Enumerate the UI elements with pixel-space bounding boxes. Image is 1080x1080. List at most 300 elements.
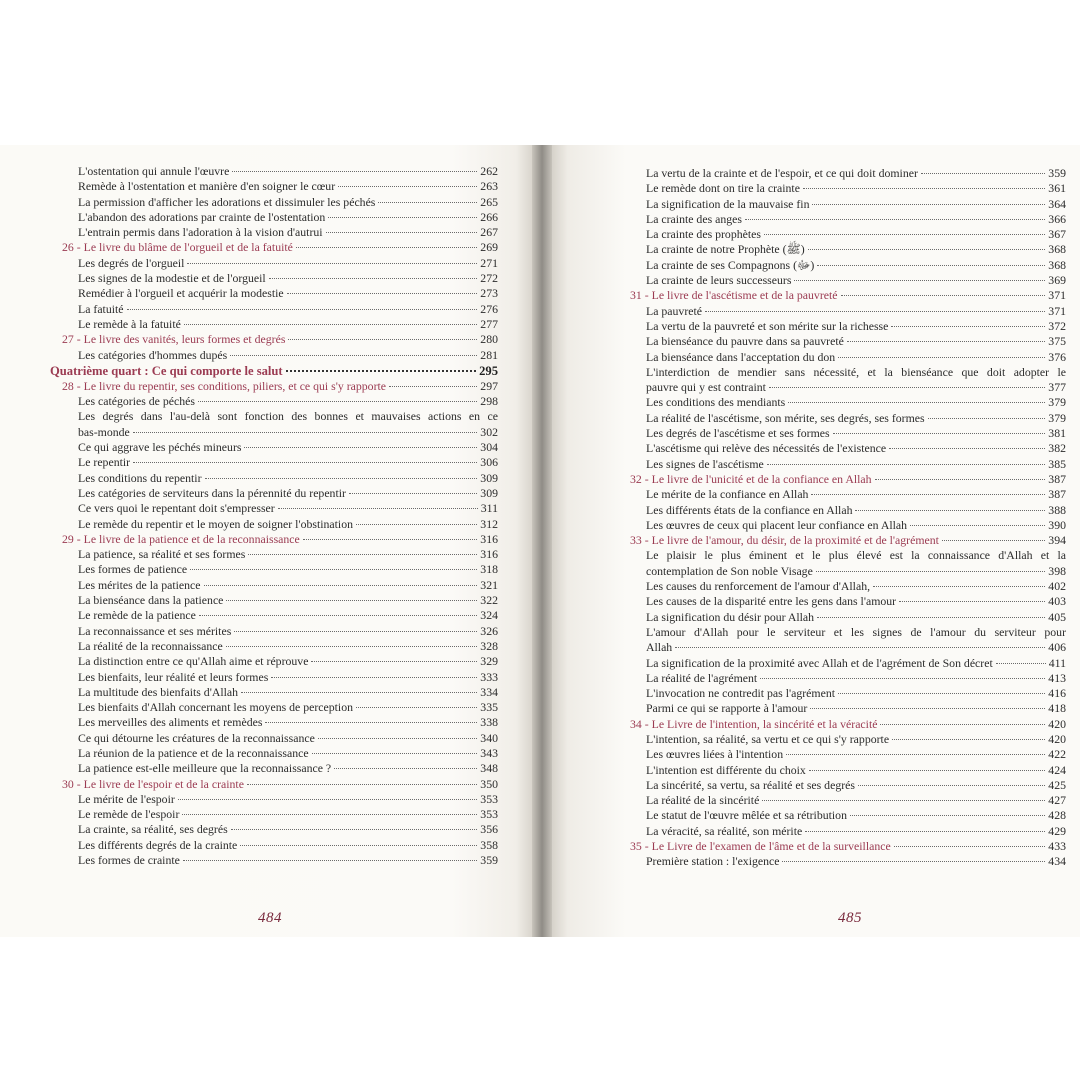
toc-entry-page: 371 xyxy=(1048,288,1066,303)
toc-chapter-entry xyxy=(50,332,498,347)
toc-entry-page: 280 xyxy=(480,332,498,347)
dot-leader xyxy=(334,768,477,769)
toc-entry-title: Le plaisir le plus éminent et le plus élevé est la connaissance d'Allah et la xyxy=(646,548,1066,563)
toc-entry-page: 434 xyxy=(1048,854,1066,869)
toc-entry xyxy=(618,625,1066,656)
dot-leader xyxy=(378,202,477,203)
toc-entry-title: La vertu de la crainte et de l'espoir, et ce qui doit dominer xyxy=(646,166,918,180)
toc-entry xyxy=(618,227,1066,242)
toc-entry-page: 328 xyxy=(480,638,498,653)
toc-entry-title: Les merveilles des aliments et remèdes xyxy=(78,715,263,730)
dot-leader xyxy=(312,753,478,754)
dot-leader xyxy=(226,600,477,601)
dot-leader xyxy=(764,234,1045,235)
toc-entry-title: 29 - Le livre de la patience et de la reconnaissance xyxy=(62,531,300,546)
toc-entry-title: La réunion de la patience et de la reconnaissance xyxy=(78,745,309,760)
dot-leader xyxy=(356,524,477,525)
dot-leader xyxy=(811,494,1045,495)
toc-entry xyxy=(618,747,1066,762)
toc-entry-title: 35 - Le Livre de l'examen de l'âme et de la surveillance xyxy=(630,839,891,854)
toc-entry xyxy=(618,671,1066,686)
toc-entry xyxy=(618,487,1066,502)
toc-entry-page: 382 xyxy=(1048,441,1066,456)
toc-entry-page: 416 xyxy=(1048,686,1066,701)
dot-leader xyxy=(928,418,1046,419)
toc-entry-page: 271 xyxy=(480,255,498,270)
toc-entry-title: Les causes du renforcement de l'amour d'Allah, xyxy=(646,579,871,594)
toc-chapter-entry xyxy=(618,717,1066,732)
toc-entry-page: 358 xyxy=(480,837,498,852)
toc-entry-page: 371 xyxy=(1048,303,1066,318)
dot-leader xyxy=(271,677,477,678)
dot-leader xyxy=(338,186,477,187)
toc-entry xyxy=(618,350,1066,365)
toc-entry-title: Les bienfaits, leur réalité et leurs formes xyxy=(78,669,269,684)
dot-leader xyxy=(838,693,1045,694)
dot-leader xyxy=(286,370,477,372)
toc-entry-title: Le mérite de l'espoir xyxy=(78,791,175,806)
toc-entry xyxy=(618,426,1066,441)
toc-entry-title: Les causes de la disparité entre les gens dans l'amour xyxy=(646,594,897,609)
dot-leader xyxy=(705,311,1045,312)
toc-entry-title: 26 - Le livre du blâme de l'orgueil et de la fatuité xyxy=(62,240,293,255)
dot-leader xyxy=(231,829,478,830)
dot-leader xyxy=(247,784,477,785)
toc-entry xyxy=(50,394,498,409)
toc-entry-page: 369 xyxy=(1048,273,1066,288)
dot-leader xyxy=(894,846,1046,847)
toc-entry-page: 418 xyxy=(1048,701,1066,716)
toc-entry xyxy=(50,685,498,700)
toc-entry xyxy=(50,348,498,363)
dot-leader xyxy=(810,708,1045,709)
toc-entry-page: 297 xyxy=(480,378,498,393)
toc-entry xyxy=(618,273,1066,288)
toc-entry-page: 379 xyxy=(1048,395,1066,410)
toc-entry-title: 33 - Le livre de l'amour, du désir, de la proximité et de l'agrément xyxy=(630,533,939,548)
toc-entry-title: La réalité de la sincérité xyxy=(646,793,760,808)
dot-leader xyxy=(328,217,477,218)
toc-entry-title: La réalité de l'ascétisme, son mérite, ses degrés, ses formes xyxy=(646,410,925,425)
toc-entry-page: 311 xyxy=(480,501,498,516)
toc-entry-title: Le remède dont on tire la crainte xyxy=(646,181,800,196)
dot-leader xyxy=(817,265,1045,266)
toc-entry-title: La crainte de notre Prophète (ﷺ) xyxy=(646,242,805,257)
toc-entry-title: L'ascétisme qui relève des nécessités de l'existence xyxy=(646,441,887,456)
toc-entry-title: Première station : l'exigence xyxy=(646,854,780,869)
toc-entry-page: 387 xyxy=(1048,471,1066,486)
toc-entry-page: 298 xyxy=(480,394,498,409)
toc-entry-page: 316 xyxy=(480,547,498,562)
toc-entry-page: 324 xyxy=(480,608,498,623)
toc-entry xyxy=(618,548,1066,579)
dot-leader xyxy=(996,663,1046,664)
toc-entry xyxy=(50,822,498,837)
toc-entry-page: 340 xyxy=(480,730,498,745)
toc-entry xyxy=(50,409,498,440)
dot-leader xyxy=(326,232,478,233)
toc-entry-title-cont: Allah xyxy=(646,640,673,655)
toc-entry-page: 334 xyxy=(480,684,498,699)
toc-entry-title: Le statut de l'œuvre mêlée et sa rétribution xyxy=(646,808,847,823)
toc-entry-title: Les signes de l'ascétisme xyxy=(646,456,764,471)
toc-entry-page: 385 xyxy=(1048,456,1066,471)
toc-entry-title-cont: contemplation de Son noble Visage xyxy=(646,563,813,578)
toc-entry xyxy=(50,670,498,685)
toc-entry-page: 428 xyxy=(1048,808,1066,823)
toc-entry-title: Les bienfaits d'Allah concernant les moyens de perception xyxy=(78,700,353,715)
dot-leader xyxy=(805,831,1045,832)
dot-leader xyxy=(296,247,477,248)
toc-entry-page: 411 xyxy=(1048,655,1066,670)
dot-leader xyxy=(287,293,478,294)
toc-entry-title: La crainte des prophètes xyxy=(646,227,761,242)
toc-entry xyxy=(50,731,498,746)
toc-entry-page: 295 xyxy=(479,363,498,378)
toc-entry-title: La permission d'afficher les adorations et dissimuler les péchés xyxy=(78,194,376,209)
toc-entry xyxy=(618,365,1066,396)
toc-entry-title: Les signes de la modestie et de l'orgueil xyxy=(78,271,266,286)
dot-leader xyxy=(241,692,477,693)
toc-entry-title: La distinction entre ce qu'Allah aime et réprouve xyxy=(78,654,309,669)
toc-entry-page: 379 xyxy=(1048,410,1066,425)
dot-leader xyxy=(183,860,477,861)
toc-entry-title: La reconnaissance et ses mérites xyxy=(78,623,232,638)
toc-entry-title: Les œuvres liées à l'intention xyxy=(646,747,784,762)
toc-entry xyxy=(618,212,1066,227)
toc-entry-title: La crainte des anges xyxy=(646,211,742,226)
toc-entry-title: L'intention est différente du choix xyxy=(646,762,806,777)
toc-entry-title: La crainte de leurs successeurs xyxy=(646,273,792,288)
toc-entry-page: 422 xyxy=(1048,747,1066,762)
dot-leader xyxy=(762,800,1045,801)
toc-entry xyxy=(50,593,498,608)
dot-leader xyxy=(873,586,1045,587)
toc-entry-page: 394 xyxy=(1048,533,1066,548)
toc-entry-title: Les degrés de l'ascétisme et ses formes xyxy=(646,426,830,441)
toc-entry-title: La pauvreté xyxy=(646,303,703,318)
toc-entry xyxy=(618,686,1066,701)
toc-entry-title: 32 - Le livre de l'unicité et de la confiance en Allah xyxy=(630,471,872,486)
dot-leader xyxy=(794,280,1045,281)
toc-entry-title: Les conditions des mendiants xyxy=(646,395,786,410)
toc-chapter-entry xyxy=(50,379,498,394)
dot-leader xyxy=(234,631,477,632)
toc-entry-page: 312 xyxy=(480,516,498,531)
toc-entry-title: Les formes de patience xyxy=(78,562,188,577)
toc-entry-page: 420 xyxy=(1048,731,1066,746)
toc-entry xyxy=(50,440,498,455)
toc-entry-title: Les mérites de la patience xyxy=(78,577,201,592)
toc-entry-page: 306 xyxy=(480,455,498,470)
toc-entry-page: 276 xyxy=(480,301,498,316)
toc-entry-page: 375 xyxy=(1048,334,1066,349)
dot-leader xyxy=(187,263,477,264)
dot-leader xyxy=(389,386,477,387)
dot-leader xyxy=(356,707,477,708)
toc-entry-page: 433 xyxy=(1048,839,1066,854)
toc-entry-title: La réalité de l'agrément xyxy=(646,670,758,685)
page-number-left: 484 xyxy=(258,910,282,926)
toc-entry-page: 390 xyxy=(1048,517,1066,532)
toc-entry-page: 406 xyxy=(1048,640,1066,655)
toc-entry-title: Parmi ce qui se rapporte à l'amour xyxy=(646,701,808,716)
toc-entry-title: Ce vers quoi le repentant doit s'empresser xyxy=(78,501,275,516)
toc-list-right xyxy=(618,166,1066,870)
toc-entry xyxy=(50,225,498,240)
toc-entry-page: 269 xyxy=(480,240,498,255)
toc-entry xyxy=(618,701,1066,716)
toc-entry xyxy=(50,715,498,730)
toc-list-left xyxy=(50,164,498,868)
toc-entry-title: L'entrain permis dans l'adoration à la vision d'autrui xyxy=(78,225,323,240)
dot-leader xyxy=(199,615,477,616)
toc-entry-title: 27 - Le livre des vanités, leurs formes et degrés xyxy=(62,332,286,347)
toc-entry xyxy=(50,807,498,822)
dot-leader xyxy=(190,569,477,570)
dot-leader xyxy=(205,478,478,479)
dot-leader xyxy=(786,754,1045,755)
toc-entry-page: 302 xyxy=(480,424,498,439)
dot-leader xyxy=(889,448,1045,449)
toc-chapter-entry xyxy=(618,288,1066,303)
dot-leader xyxy=(858,785,1045,786)
toc-entry-page: 377 xyxy=(1048,380,1066,395)
toc-entry xyxy=(50,608,498,623)
dot-leader xyxy=(127,309,478,310)
toc-entry xyxy=(618,258,1066,273)
toc-entry xyxy=(50,838,498,853)
toc-entry-page: 265 xyxy=(480,194,498,209)
dot-leader xyxy=(891,326,1045,327)
toc-entry xyxy=(50,578,498,593)
toc-entry xyxy=(50,455,498,470)
toc-entry xyxy=(618,242,1066,257)
dot-leader xyxy=(204,585,478,586)
toc-entry-page: 263 xyxy=(480,179,498,194)
dot-leader xyxy=(198,401,477,402)
toc-entry-title: Ce qui aggrave les péchés mineurs xyxy=(78,440,242,455)
dot-leader xyxy=(232,171,477,172)
dot-leader xyxy=(875,479,1046,480)
toc-entry xyxy=(618,319,1066,334)
toc-entry-title: La patience est-elle meilleure que la reconnaissance ? xyxy=(78,761,332,776)
toc-entry xyxy=(50,302,498,317)
toc-entry xyxy=(50,761,498,776)
toc-entry xyxy=(618,395,1066,410)
toc-entry xyxy=(50,746,498,761)
dot-leader xyxy=(288,339,477,340)
toc-entry-page: 353 xyxy=(480,791,498,806)
toc-entry-title: Les catégories de péchés xyxy=(78,394,195,409)
dot-leader xyxy=(248,554,477,555)
toc-entry-page: 402 xyxy=(1048,579,1066,594)
toc-entry-title: Remédier à l'orgueil et acquérir la modestie xyxy=(78,286,284,301)
toc-entry-page: 376 xyxy=(1048,349,1066,364)
toc-entry-page: 267 xyxy=(480,225,498,240)
toc-entry xyxy=(50,195,498,210)
dot-leader xyxy=(833,433,1046,434)
dot-leader xyxy=(675,647,1045,648)
toc-entry-title: Le remède du repentir et le moyen de soigner l'obstination xyxy=(78,516,354,531)
toc-entry-page: 273 xyxy=(480,286,498,301)
dot-leader xyxy=(226,646,478,647)
dot-leader xyxy=(816,571,1045,572)
dot-leader xyxy=(850,815,1045,816)
toc-entry xyxy=(50,501,498,516)
toc-entry xyxy=(50,471,498,486)
toc-entry xyxy=(50,286,498,301)
toc-entry-title: Le remède de l'espoir xyxy=(78,807,180,822)
dot-leader xyxy=(921,173,1045,174)
dot-leader xyxy=(760,678,1045,679)
toc-entry-page: 429 xyxy=(1048,823,1066,838)
toc-entry-page: 387 xyxy=(1048,487,1066,502)
toc-entry-title: 30 - Le livre de l'espoir et de la crainte xyxy=(62,776,244,791)
toc-entry xyxy=(50,654,498,669)
dot-leader xyxy=(303,539,478,540)
toc-entry-title: Les différents états de la confiance en Allah xyxy=(646,502,853,517)
toc-entry xyxy=(618,824,1066,839)
toc-entry-title: Le mérite de la confiance en Allah xyxy=(646,487,809,502)
toc-chapter-entry xyxy=(50,532,498,547)
dot-leader xyxy=(318,738,477,739)
toc-entry xyxy=(50,210,498,225)
toc-entry-page: 329 xyxy=(480,654,498,669)
toc-entry-page: 266 xyxy=(480,209,498,224)
toc-chapter-entry xyxy=(618,533,1066,548)
dot-leader xyxy=(311,661,477,662)
toc-entry xyxy=(50,562,498,577)
toc-entry-page: 364 xyxy=(1048,196,1066,211)
toc-entry-page: 281 xyxy=(480,347,498,362)
toc-entry-title: L'abandon des adorations par crainte de l'ostentation xyxy=(78,209,326,224)
toc-entry-title: L'ostentation qui annule l'œuvre xyxy=(78,164,230,178)
toc-entry-title: 28 - Le livre du repentir, ses conditions, piliers, et ce qui s'y rapporte xyxy=(62,378,387,393)
toc-chapter-entry xyxy=(50,240,498,255)
toc-entry-page: 420 xyxy=(1048,716,1066,731)
dot-leader xyxy=(782,861,1045,862)
toc-entry-title: Les formes de crainte xyxy=(78,853,180,868)
toc-entry xyxy=(618,763,1066,778)
toc-entry-page: 333 xyxy=(480,669,498,684)
book-gutter xyxy=(532,145,552,937)
dot-leader xyxy=(184,324,477,325)
toc-entry-page: 326 xyxy=(480,623,498,638)
toc-entry xyxy=(618,579,1066,594)
toc-entry-title: Les différents degrés de la crainte xyxy=(78,837,238,852)
toc-entry xyxy=(50,700,498,715)
toc-entry-title: La signification du désir pour Allah xyxy=(646,609,815,624)
page-number-right: 485 xyxy=(838,910,862,926)
toc-entry-title: Ce qui détourne les créatures de la reconnaissance xyxy=(78,730,315,745)
toc-entry-title: La bienséance du pauvre dans sa pauvreté xyxy=(646,334,844,349)
toc-entry-title: La crainte de ses Compagnons (ﷻ) xyxy=(646,257,815,272)
toc-entry xyxy=(50,271,498,286)
toc-entry-title-cont: pauvre qui y est contraint xyxy=(646,380,766,395)
toc-entry-page: 359 xyxy=(1048,166,1066,180)
toc-entry xyxy=(50,179,498,194)
toc-entry xyxy=(50,256,498,271)
toc-entry-page: 335 xyxy=(480,700,498,715)
toc-entry-title: Les œuvres de ceux qui placent leur confiance en Allah xyxy=(646,517,908,532)
toc-entry-title: Les degrés de l'orgueil xyxy=(78,255,185,270)
toc-entry-title: Les catégories d'hommes dupés xyxy=(78,347,228,362)
toc-entry-page: 316 xyxy=(480,531,498,546)
dot-leader xyxy=(880,724,1045,725)
toc-entry-page: 368 xyxy=(1048,257,1066,272)
dot-leader xyxy=(244,447,477,448)
toc-entry xyxy=(50,317,498,332)
toc-entry-title: La sincérité, sa vertu, sa réalité et ses degrés xyxy=(646,777,855,792)
toc-entry-page: 262 xyxy=(480,164,498,178)
toc-entry xyxy=(618,778,1066,793)
toc-entry-title: La bienséance dans l'acceptation du don xyxy=(646,349,836,364)
toc-entry-page: 304 xyxy=(480,440,498,455)
toc-chapter-entry xyxy=(618,472,1066,487)
toc-entry xyxy=(618,854,1066,869)
toc-part-heading xyxy=(50,363,498,379)
toc-entry xyxy=(618,503,1066,518)
toc-chapter-entry xyxy=(618,839,1066,854)
dot-leader xyxy=(838,357,1045,358)
dot-leader xyxy=(230,355,477,356)
left-page xyxy=(0,145,532,937)
toc-entry xyxy=(618,166,1066,181)
toc-entry xyxy=(50,164,498,179)
toc-entry-title-cont: bas-monde xyxy=(78,424,130,439)
toc-entry-page: 403 xyxy=(1048,594,1066,609)
toc-entry-page: 372 xyxy=(1048,318,1066,333)
dot-leader xyxy=(745,219,1045,220)
dot-leader xyxy=(942,540,1045,541)
toc-entry-page: 321 xyxy=(480,577,498,592)
toc-entry xyxy=(618,656,1066,671)
toc-entry-title: La fatuité xyxy=(78,301,124,316)
toc-entry xyxy=(50,639,498,654)
toc-entry xyxy=(50,547,498,562)
toc-entry-page: 322 xyxy=(480,593,498,608)
toc-entry-page: 318 xyxy=(480,562,498,577)
toc-entry-title: Le remède à la fatuité xyxy=(78,316,181,331)
toc-entry xyxy=(618,334,1066,349)
toc-entry-page: 405 xyxy=(1048,609,1066,624)
toc-entry-title: 34 - Le Livre de l'intention, la sincérité et la véracité xyxy=(630,716,878,731)
dot-leader xyxy=(809,770,1045,771)
dot-leader xyxy=(269,278,478,279)
dot-leader xyxy=(817,617,1045,618)
toc-entry-title: Les conditions du repentir xyxy=(78,470,202,485)
toc-entry-page: 424 xyxy=(1048,762,1066,777)
dot-leader xyxy=(182,814,477,815)
toc-entry-title: La réalité de la reconnaissance xyxy=(78,638,223,653)
toc-entry-title: Quatrième quart : Ce qui comporte le salut xyxy=(50,363,283,378)
toc-entry-title: Le repentir xyxy=(78,455,131,470)
dot-leader xyxy=(841,295,1046,296)
toc-entry-title: L'interdiction de mendier sans nécessité, et la bienséance que doit adopter le xyxy=(646,364,1066,379)
dot-leader xyxy=(278,508,478,509)
toc-entry-title: La bienséance dans la patience xyxy=(78,593,224,608)
toc-entry-title: L'amour d'Allah pour le serviteur et les signes de l'amour du serviteur pour xyxy=(646,624,1066,639)
toc-entry-title: La patience, sa réalité et ses formes xyxy=(78,547,246,562)
toc-entry-title: La vertu de la pauvreté et son mérite sur la richesse xyxy=(646,318,889,333)
toc-entry-page: 398 xyxy=(1048,563,1066,578)
toc-entry xyxy=(618,518,1066,533)
toc-entry-page: 353 xyxy=(480,807,498,822)
dot-leader xyxy=(349,493,477,494)
dot-leader xyxy=(178,799,478,800)
dot-leader xyxy=(133,462,477,463)
